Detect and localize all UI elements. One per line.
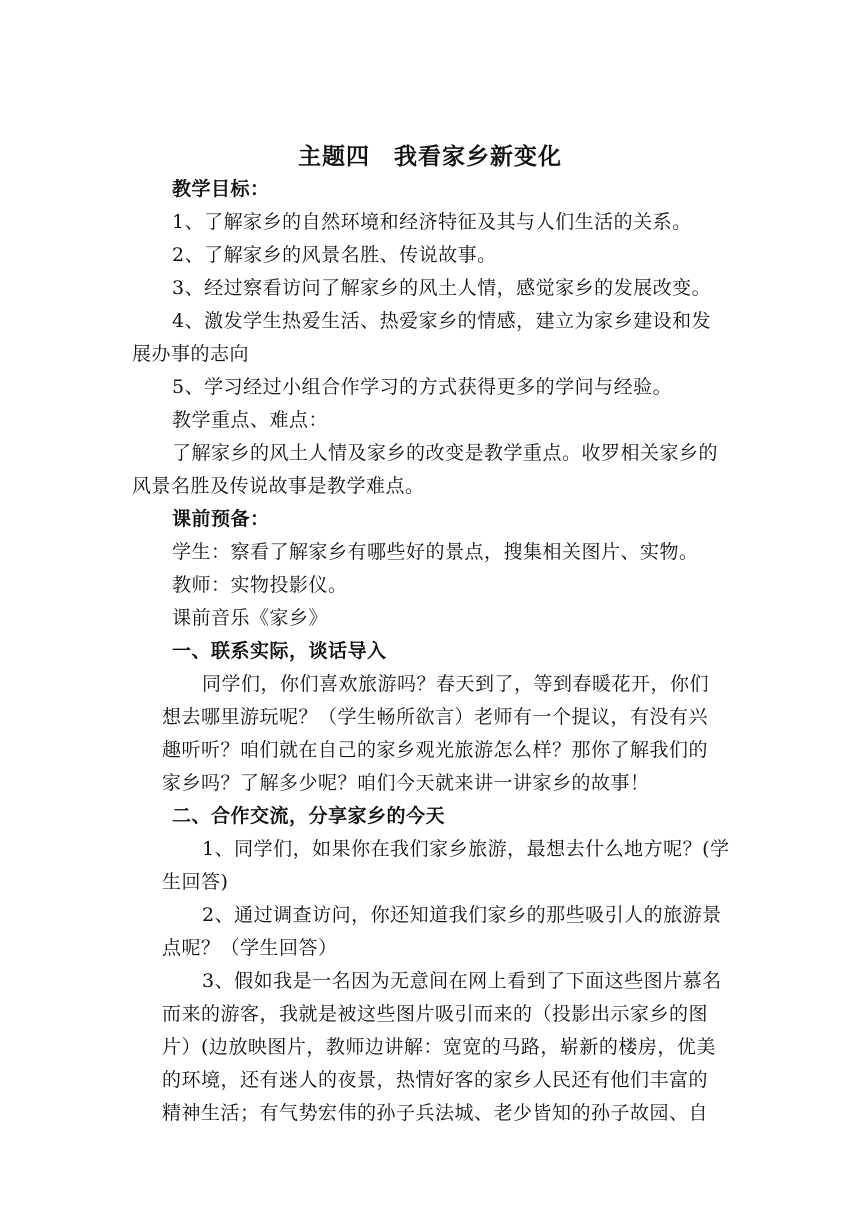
part2-line: 而来的游客，我就是被这些图片吸引而来的（投影出示家乡的图 <box>162 1003 709 1025</box>
part2-line: 点呢？（学生回答） <box>162 937 338 959</box>
part1-line: 想去哪里游玩呢？（学生畅所欲言）老师有一个提议，有没有兴 <box>162 706 709 728</box>
part2-line: 精神生活；有气势宏伟的孙子兵法城、老少皆知的孙子故园、自 <box>162 1102 709 1124</box>
goal-line: 展办事的志向 <box>132 343 250 365</box>
part2-line: 片）(边放映图片，教师边讲解：宽宽的马路，崭新的楼房，优美 <box>162 1036 716 1058</box>
goal-line: 4、激发学生热爱生活、热爱家乡的情感，建立为家乡建设和发 <box>172 310 712 332</box>
key-line: 风景名胜及传说故事是教学难点。 <box>132 475 425 497</box>
prep-line: 教师：实物投影仪。 <box>172 574 348 596</box>
prep-heading: 课前预备： <box>172 508 270 530</box>
prep-line: 课前音乐《家乡》 <box>172 607 329 629</box>
part1-line: 趣听听？咱们就在自己的家乡观光旅游怎么样？那你了解我们的 <box>162 739 709 761</box>
goal-line: 1、了解家乡的自然环境和经济特征及其与人们生活的关系。 <box>172 211 692 233</box>
part2-line: 的环境，还有迷人的夜景，热情好客的家乡人民还有他们丰富的 <box>162 1069 709 1091</box>
part1-line: 同学们，你们喜欢旅游吗？春天到了，等到春暖花开，你们 <box>202 673 710 695</box>
part2-line: 3、假如我是一名因为无意间在网上看到了下面这些图片慕名 <box>202 970 722 992</box>
page-title: 主题四 我看家乡新变化 <box>298 144 562 170</box>
goal-line: 3、经过察看访问了解家乡的风土人情，感觉家乡的发展改变。 <box>172 277 712 299</box>
part2-line: 2、通过调查访问，你还知道我们家乡的那些吸引人的旅游景 <box>202 904 722 926</box>
goal-line: 5、学习经过小组合作学习的方式获得更多的学问与经验。 <box>172 376 673 398</box>
key-line: 了解家乡的风土人情及家乡的改变是教学重点。收罗相关家乡的 <box>172 442 719 464</box>
part2-line: 1、同学们，如果你在我们家乡旅游，最想去什么地方呢？(学 <box>202 838 730 860</box>
key-heading: 教学重点、难点： <box>172 409 329 431</box>
part2-heading: 二、合作交流，分享家乡的今天 <box>172 805 446 827</box>
goal-line: 2、了解家乡的风景名胜、传说故事。 <box>172 244 497 266</box>
part1-heading: 一、联系实际，谈话导入 <box>172 640 387 662</box>
prep-line: 学生：察看了解家乡有哪些好的景点，搜集相关图片、实物。 <box>172 541 699 563</box>
part1-line: 家乡吗？了解多少呢？咱们今天就来讲一讲家乡的故事！ <box>162 772 650 794</box>
part2-line: 生回答) <box>162 871 229 893</box>
goals-heading: 教学目标： <box>172 178 270 200</box>
